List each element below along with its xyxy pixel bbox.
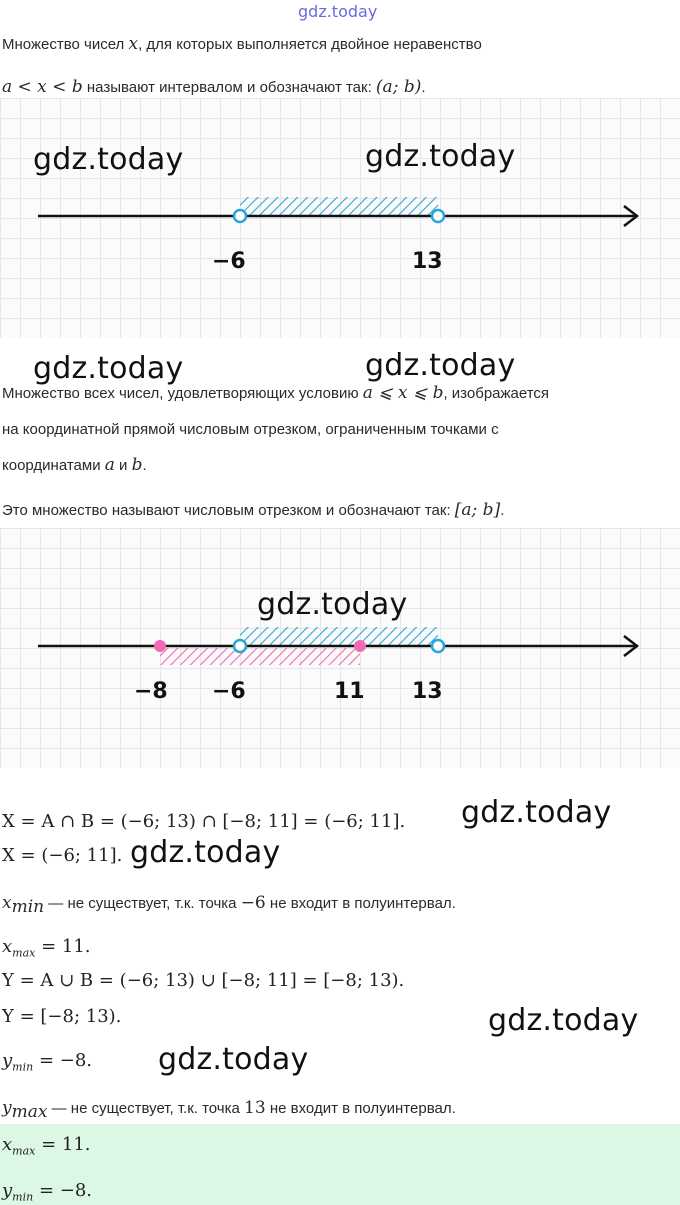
para3-text: Это множество называют числовым отрезком и обозначают так: [2, 502, 455, 519]
var-y: y [2, 1050, 13, 1071]
solution-intersection: X = A ∩ B = (−6; 13) ∩ [−8; 11] = (−6; 11]. [2, 811, 406, 832]
para1-text3: называют интервалом и обозначают так: [82, 79, 376, 96]
number-line-diagram-1 [0, 98, 680, 338]
para1-line1 [2, 34, 482, 55]
subscript-min: min [12, 1190, 34, 1204]
solution-ymax [2, 1098, 456, 1122]
tick-label-minus6: −6 [212, 249, 246, 274]
subscript-min: min [11, 897, 45, 917]
math-a: a [104, 455, 115, 475]
interval-hatch [240, 197, 438, 215]
watermark: gdz.today [158, 1042, 309, 1077]
solution-ymin [2, 1050, 92, 1074]
math-b: b [131, 455, 143, 475]
solution-x-result: X = (−6; 11]. [2, 845, 123, 866]
tick-label-13: 13 [412, 249, 443, 274]
value: = 11. [35, 1134, 91, 1155]
var-x: x [2, 1134, 13, 1155]
answer-xmax [2, 1134, 91, 1158]
tick-label-13: 13 [412, 679, 443, 704]
number: 13 [244, 1098, 266, 1118]
subscript-max: max [12, 1144, 36, 1158]
watermark: gdz.today [461, 795, 612, 830]
solution-y-result: Y = [−8; 13). [2, 1006, 122, 1027]
open-point-minus6 [234, 640, 246, 652]
interval-a-hatch [240, 627, 438, 645]
var-x: x [2, 936, 13, 957]
number-line-diagram-2 [0, 528, 680, 768]
tick-label-minus8: −8 [134, 679, 168, 704]
open-point-minus6 [234, 210, 246, 222]
tick-label-11: 11 [334, 679, 365, 704]
open-point-13 [432, 210, 444, 222]
watermark: gdz.today [130, 835, 281, 870]
answer-box [0, 1124, 680, 1205]
period: . [142, 457, 147, 474]
watermark: gdz.today [488, 1003, 639, 1038]
watermark: gdz.today [257, 587, 408, 622]
open-point-13 [432, 640, 444, 652]
math-inequality: a ⩽ x ⩽ b [362, 383, 444, 403]
number: −6 [240, 893, 266, 913]
interval-b-hatch [160, 648, 360, 665]
para2-text3: координатами [2, 457, 105, 474]
solution-xmax [2, 936, 91, 960]
var-y: y [2, 1180, 13, 1201]
math-x: x [128, 34, 139, 54]
var-x: x [2, 893, 12, 913]
text: не входит в полуинтервал. [265, 895, 456, 912]
watermark: gdz.today [33, 351, 184, 386]
watermark: gdz.today [365, 348, 516, 383]
value: = −8. [33, 1180, 92, 1201]
para2-line3 [2, 455, 147, 476]
watermark: gdz.today [33, 142, 184, 177]
solution-xmin [2, 893, 456, 917]
closed-point-11 [354, 640, 366, 652]
text: — не существует, т.к. точка [44, 895, 241, 912]
number-line-2-svg [0, 528, 680, 768]
para1-text: Множество чисел [2, 36, 129, 53]
para3-line1 [2, 500, 504, 521]
para2-text: Множество всех чисел, удовлетворяющих условию [2, 385, 363, 402]
answer-ymin [2, 1180, 92, 1204]
math-interval-notation: (a; b) [375, 77, 422, 97]
watermark-top: gdz.today [298, 2, 378, 21]
var-y: y [2, 1098, 12, 1118]
number-line-1-svg [0, 98, 680, 338]
tick-label-minus6: −6 [212, 679, 246, 704]
text: не входит в полуинтервал. [265, 1100, 456, 1117]
para1-line2 [2, 77, 426, 98]
value: = 11. [35, 936, 91, 957]
text: — не существует, т.к. точка [47, 1100, 245, 1117]
subscript-min: min [12, 1060, 34, 1074]
para1-text2: , для которых выполняется двойное неравенство [138, 36, 482, 53]
para2-line2: на координатной прямой числовым отрезком, ограниченным точками с [2, 421, 499, 438]
para2-text2: , изображается [443, 385, 550, 402]
subscript-max: max [12, 946, 36, 960]
watermark: gdz.today [365, 139, 516, 174]
subscript-max: max [11, 1102, 48, 1122]
closed-point-minus8 [154, 640, 166, 652]
period: . [421, 79, 426, 96]
solution-union: Y = A ∪ B = (−6; 13) ∪ [−8; 11] = [−8; 13). [2, 970, 405, 991]
period: . [500, 502, 505, 519]
math-segment-notation: [a; b] [454, 500, 501, 520]
conjunction: и [114, 457, 132, 474]
value: = −8. [33, 1050, 92, 1071]
para2-line1 [2, 383, 549, 404]
math-inequality: a < x < b [2, 77, 83, 97]
